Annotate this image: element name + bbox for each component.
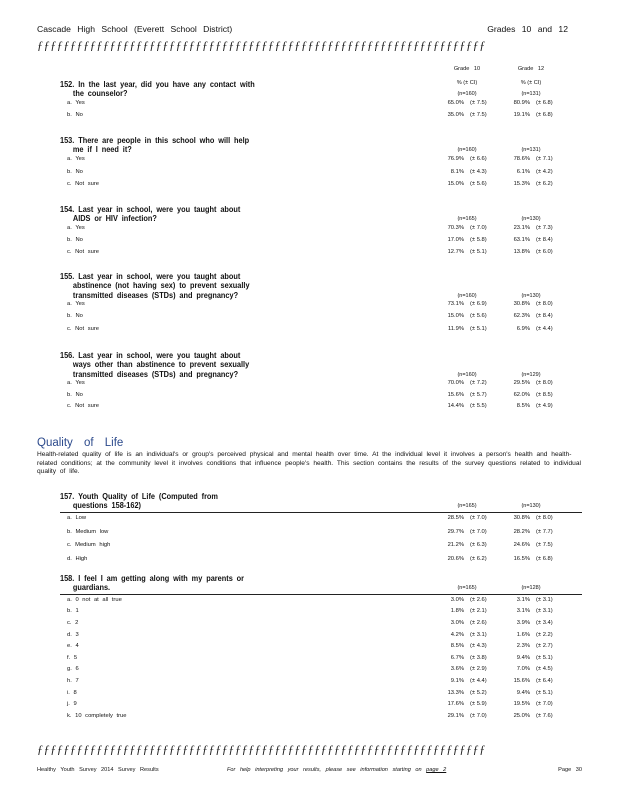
sample-size: (n=128) bbox=[521, 585, 541, 592]
grade12-ci: (± 2.7) bbox=[536, 643, 553, 650]
grade10-percent: 73.1% bbox=[447, 301, 464, 308]
response-row bbox=[0, 112, 618, 122]
question-title-line: 152. In the last year, did you have any contact with bbox=[60, 80, 255, 89]
grade12-percent: 30.8% bbox=[513, 301, 530, 308]
response-row bbox=[0, 690, 618, 700]
grade10-ci: (± 7.5) bbox=[470, 112, 487, 118]
grade12-ci: (± 8.0) bbox=[536, 380, 553, 387]
question-title-line: guardians. bbox=[72, 583, 111, 593]
grade10-percent: 4.2% bbox=[450, 631, 464, 638]
question-title bbox=[60, 205, 240, 224]
grade10-percent: 12.7% bbox=[447, 249, 464, 256]
grade12-percent: 15.3% bbox=[513, 181, 530, 188]
response-label: h. 7 bbox=[67, 678, 79, 684]
question-title-line: transmitted diseases (STDs) and pregnancy? bbox=[72, 369, 239, 379]
response-row bbox=[0, 225, 618, 235]
response-label: c. Not sure bbox=[67, 403, 100, 410]
grade12-percent: 28.2% bbox=[513, 528, 530, 535]
response-row bbox=[0, 608, 618, 618]
response-label: i. 8 bbox=[67, 689, 77, 696]
response-label: b. Medium low bbox=[67, 528, 109, 535]
grade12-ci: (± 6.8) bbox=[536, 112, 553, 118]
response-row bbox=[0, 392, 618, 402]
grade10-ci: (± 2.6) bbox=[470, 596, 487, 603]
grade12-ci: (± 2.2) bbox=[536, 631, 553, 638]
sample-size: (n=165) bbox=[457, 503, 477, 510]
grade10-percent: 29.1% bbox=[447, 712, 464, 719]
question-underline bbox=[60, 594, 582, 595]
response-row bbox=[0, 156, 618, 166]
footer-survey-label: Healthy Youth Survey 2014 Survey Results bbox=[37, 767, 159, 773]
grade10-ci: (± 7.0) bbox=[470, 712, 487, 719]
response-label: b. No bbox=[67, 391, 83, 398]
response-row bbox=[0, 169, 618, 179]
grade10-percent: 8.5% bbox=[450, 643, 464, 650]
grade10-percent: 15.6% bbox=[447, 391, 464, 398]
column-header-grade12 bbox=[506, 66, 556, 87]
question-title-line: 153. There are people in this school who will help bbox=[60, 136, 250, 145]
grade10-percent: 76.9% bbox=[447, 155, 464, 162]
grade12-percent: 23.1% bbox=[513, 224, 530, 231]
sample-size: (n=160) bbox=[457, 91, 477, 98]
grade12-ci: (± 3.4) bbox=[536, 620, 553, 626]
response-row bbox=[0, 632, 618, 642]
sample-size: (n=131) bbox=[521, 91, 541, 98]
page-header-school: Cascade High School (Everett School District) bbox=[37, 24, 233, 34]
question-title bbox=[60, 272, 250, 300]
sample-size: (n=130) bbox=[521, 503, 541, 510]
grade12-percent: 8.5% bbox=[516, 403, 530, 410]
question-title-line: 157. Youth Quality of Life (Computed from bbox=[60, 492, 218, 501]
grade10-percent: 70.0% bbox=[447, 380, 464, 387]
grade10-ci: (± 5.7) bbox=[470, 391, 487, 398]
question-title bbox=[60, 351, 249, 379]
sample-size: (n=130) bbox=[521, 216, 541, 223]
question-title-line: transmitted diseases (STDs) and pregnancy? bbox=[72, 290, 239, 300]
grade10-ci: (± 7.5) bbox=[470, 99, 487, 106]
grade12-ci: (± 7.3) bbox=[536, 224, 553, 231]
response-label: f. 5 bbox=[67, 654, 78, 661]
grade10-ci: (± 3.1) bbox=[470, 631, 487, 638]
response-label: c. Not sure bbox=[67, 325, 100, 332]
grade10-ci: (± 5.5) bbox=[470, 403, 487, 410]
response-row bbox=[0, 713, 618, 723]
grade10-ci: (± 6.2) bbox=[470, 556, 487, 563]
response-label: d. 3 bbox=[67, 631, 79, 638]
sample-size: (n=160) bbox=[457, 292, 477, 299]
grade10-ci: (± 4.4) bbox=[470, 678, 487, 684]
response-row bbox=[0, 181, 618, 191]
response-row bbox=[0, 249, 618, 259]
question-title-line: the counselor? bbox=[72, 89, 128, 99]
response-label: b. No bbox=[67, 313, 83, 320]
response-label: e. 4 bbox=[67, 643, 79, 650]
grade12-ci: (± 7.7) bbox=[536, 528, 553, 535]
grade12-ci: (± 6.2) bbox=[536, 181, 553, 188]
grade12-ci: (± 5.1) bbox=[536, 654, 553, 661]
grade10-ci: (± 2.9) bbox=[470, 666, 487, 673]
response-label: a. 0 not at all true bbox=[67, 596, 122, 603]
grade12-ci: (± 8.5) bbox=[536, 391, 553, 398]
section-intro-text: Health-related quality of life is an individual's or group's perceived physical and mental health over time. At the individual level it involves a person's health and health-related conditions; at the community level it involves conditions that influence people's health. This section contains the results of the survey questions related to individual quality of life. bbox=[37, 451, 581, 476]
response-row bbox=[0, 643, 618, 653]
response-row bbox=[0, 237, 618, 247]
sample-size: (n=131) bbox=[521, 147, 541, 154]
grade12-ci: (± 7.0) bbox=[536, 701, 553, 708]
response-label: b. No bbox=[67, 112, 83, 118]
response-label: c. 2 bbox=[67, 620, 79, 626]
decorative-rule-top: ƒƒƒƒƒƒƒƒƒƒƒƒƒƒƒƒƒƒƒƒƒƒƒƒƒƒƒƒƒƒƒƒƒƒƒƒƒƒƒƒƒƒƒƒƒƒƒƒƒƒƒƒƒƒƒƒƒƒƒƒƒƒƒƒƒƒƒƒ bbox=[37, 38, 486, 52]
response-row bbox=[0, 542, 618, 552]
question-title-line: 155. Last year in school, were you taught about bbox=[60, 272, 241, 281]
grade12-percent: 9.4% bbox=[516, 689, 530, 696]
footer-page-number: Page 30 bbox=[558, 767, 582, 773]
grade12-percent: 62.3% bbox=[513, 313, 530, 320]
grade10-percent: 15.0% bbox=[447, 313, 464, 320]
response-label: b. No bbox=[67, 237, 83, 243]
response-row bbox=[0, 655, 618, 665]
grade10-percent: 1.8% bbox=[450, 608, 464, 615]
question-title-line: 158. I feel I am getting along with my parents or bbox=[60, 574, 245, 583]
grade10-ci: (± 5.2) bbox=[470, 689, 487, 696]
grade12-ci: (± 8.4) bbox=[536, 237, 553, 243]
response-row bbox=[0, 100, 618, 110]
grade12-ci: (± 4.2) bbox=[536, 168, 553, 175]
grade12-ci: (± 4.9) bbox=[536, 403, 553, 410]
response-label: c. Medium high bbox=[67, 542, 111, 549]
question-underline bbox=[60, 512, 582, 513]
grade10-percent: 8.1% bbox=[450, 168, 464, 175]
question-title bbox=[60, 574, 244, 593]
grade12-percent: 24.6% bbox=[513, 542, 530, 549]
question-title-line: questions 158-162) bbox=[72, 501, 141, 511]
column-header-grade10 bbox=[442, 66, 492, 87]
grade10-ci: (± 4.3) bbox=[470, 168, 487, 175]
grade12-ci: (± 6.4) bbox=[536, 678, 553, 684]
column-sub-label: % (± CI) bbox=[520, 80, 542, 86]
question-title-line: AIDS or HIV infection? bbox=[72, 214, 157, 224]
grade10-ci: (± 5.1) bbox=[470, 325, 487, 332]
grade10-ci: (± 6.3) bbox=[470, 542, 487, 549]
grade12-percent: 2.3% bbox=[516, 643, 530, 650]
response-row bbox=[0, 380, 618, 390]
grade12-percent: 9.4% bbox=[516, 654, 530, 661]
response-label: c. Not sure bbox=[67, 249, 100, 256]
grade12-percent: 3.9% bbox=[516, 620, 530, 626]
grade10-percent: 70.3% bbox=[447, 224, 464, 231]
response-label: a. Yes bbox=[67, 224, 85, 231]
grade12-percent: 29.5% bbox=[513, 380, 530, 387]
grade12-percent: 3.1% bbox=[516, 596, 530, 603]
response-label: j. 9 bbox=[67, 701, 77, 708]
grade10-percent: 17.0% bbox=[447, 237, 464, 243]
grade12-ci: (± 5.1) bbox=[536, 689, 553, 696]
column-sub-label: % (± CI) bbox=[456, 80, 478, 86]
grade10-ci: (± 7.0) bbox=[470, 528, 487, 535]
response-row bbox=[0, 666, 618, 676]
footer-help-text bbox=[227, 767, 446, 773]
grade12-ci: (± 6.8) bbox=[536, 99, 553, 106]
grade10-ci: (± 5.1) bbox=[470, 249, 487, 256]
grade10-percent: 14.4% bbox=[447, 403, 464, 410]
section-title-quality-of-life: Quality of Life bbox=[37, 437, 124, 449]
sample-size: (n=165) bbox=[457, 216, 477, 223]
grade10-ci: (± 2.1) bbox=[470, 608, 487, 615]
grade10-ci: (± 3.8) bbox=[470, 654, 487, 661]
grade12-ci: (± 8.0) bbox=[536, 301, 553, 308]
grade10-percent: 20.6% bbox=[447, 556, 464, 563]
grade12-percent: 80.9% bbox=[513, 99, 530, 106]
column-grade-label: Grade 10 bbox=[453, 66, 481, 72]
grade12-percent: 3.1% bbox=[516, 608, 530, 615]
sample-size: (n=160) bbox=[457, 147, 477, 154]
grade12-percent: 16.5% bbox=[513, 556, 530, 563]
response-label: g. 6 bbox=[67, 666, 79, 673]
response-row bbox=[0, 301, 618, 311]
sample-size: (n=165) bbox=[457, 585, 477, 592]
sample-size: (n=160) bbox=[457, 371, 477, 378]
response-label: k. 10 completely true bbox=[67, 712, 127, 719]
sample-size: (n=130) bbox=[521, 292, 541, 299]
grade10-ci: (± 7.0) bbox=[470, 514, 487, 521]
grade10-percent: 28.5% bbox=[447, 514, 464, 521]
grade12-percent: 15.6% bbox=[513, 678, 530, 684]
question-title bbox=[60, 492, 218, 511]
response-label: b. No bbox=[67, 168, 83, 175]
question-title-line: 154. Last year in school, were you taught about bbox=[60, 205, 241, 214]
footer-page-link[interactable]: page 2 bbox=[426, 767, 447, 773]
grade10-percent: 6.7% bbox=[450, 654, 464, 661]
response-row bbox=[0, 326, 618, 336]
page-header-grades: Grades 10 and 12 bbox=[487, 24, 568, 34]
grade10-ci: (± 5.6) bbox=[470, 181, 487, 188]
grade10-ci: (± 6.9) bbox=[470, 301, 487, 308]
response-label: b. 1 bbox=[67, 608, 79, 615]
grade10-ci: (± 2.6) bbox=[470, 620, 487, 626]
grade12-percent: 25.0% bbox=[513, 712, 530, 719]
question-title-line: me if I need it? bbox=[72, 145, 132, 155]
response-row bbox=[0, 403, 618, 413]
grade10-ci: (± 5.9) bbox=[470, 701, 487, 708]
footer-help-sentence: For help interpreting your results, please see information starting on bbox=[227, 767, 422, 773]
grade10-ci: (± 6.6) bbox=[470, 155, 487, 162]
grade12-ci: (± 7.5) bbox=[536, 542, 553, 549]
grade12-ci: (± 4.4) bbox=[536, 325, 553, 332]
grade10-percent: 11.9% bbox=[447, 325, 464, 332]
question-title-line: 156. Last year in school, were you taught about bbox=[60, 351, 241, 360]
question-title bbox=[60, 136, 249, 155]
grade12-percent: 19.5% bbox=[513, 701, 530, 708]
response-label: d. High bbox=[67, 556, 88, 563]
grade12-ci: (± 4.5) bbox=[536, 666, 553, 673]
response-label: a. Yes bbox=[67, 99, 85, 106]
response-label: a. Yes bbox=[67, 155, 85, 162]
question-title-line: abstinence (not having sex) to prevent sexually bbox=[72, 281, 250, 291]
grade12-ci: (± 7.6) bbox=[536, 712, 553, 719]
grade12-ci: (± 3.1) bbox=[536, 608, 553, 615]
grade12-ci: (± 6.0) bbox=[536, 249, 553, 256]
grade12-percent: 30.8% bbox=[513, 514, 530, 521]
grade12-percent: 1.6% bbox=[516, 631, 530, 638]
response-row bbox=[0, 701, 618, 711]
grade10-percent: 3.0% bbox=[450, 620, 464, 626]
grade12-percent: 7.0% bbox=[516, 666, 530, 673]
grade12-percent: 78.6% bbox=[513, 155, 530, 162]
grade10-percent: 65.0% bbox=[447, 99, 464, 106]
grade12-percent: 19.1% bbox=[513, 112, 530, 118]
grade12-percent: 13.8% bbox=[513, 249, 530, 256]
grade12-ci: (± 8.0) bbox=[536, 514, 553, 521]
grade10-ci: (± 5.6) bbox=[470, 313, 487, 320]
grade10-percent: 3.6% bbox=[450, 666, 464, 673]
response-label: a. Low bbox=[67, 514, 87, 521]
grade12-ci: (± 3.1) bbox=[536, 596, 553, 603]
response-row bbox=[0, 620, 618, 630]
grade10-percent: 29.7% bbox=[447, 528, 464, 535]
grade12-percent: 6.9% bbox=[516, 325, 530, 332]
column-grade-label: Grade 12 bbox=[517, 66, 545, 72]
grade10-percent: 9.1% bbox=[450, 678, 464, 684]
grade10-percent: 35.0% bbox=[447, 112, 464, 118]
response-row bbox=[0, 678, 618, 688]
response-row bbox=[0, 515, 618, 525]
response-row bbox=[0, 529, 618, 539]
grade10-ci: (± 7.0) bbox=[470, 224, 487, 231]
grade12-ci: (± 8.4) bbox=[536, 313, 553, 320]
question-title bbox=[60, 80, 255, 99]
sample-size: (n=129) bbox=[521, 371, 541, 378]
response-label: c. Not sure bbox=[67, 181, 100, 188]
grade10-percent: 13.3% bbox=[447, 689, 464, 696]
grade12-percent: 63.1% bbox=[513, 237, 530, 243]
grade10-percent: 21.2% bbox=[447, 542, 464, 549]
grade12-ci: (± 7.1) bbox=[536, 155, 553, 162]
response-label: a. Yes bbox=[67, 380, 85, 387]
grade10-percent: 3.0% bbox=[450, 596, 464, 603]
grade10-percent: 17.6% bbox=[447, 701, 464, 708]
grade12-ci: (± 6.8) bbox=[536, 556, 553, 563]
question-title-line: ways other than abstinence to prevent sexually bbox=[72, 360, 250, 370]
grade12-percent: 6.1% bbox=[516, 168, 530, 175]
grade10-ci: (± 5.8) bbox=[470, 237, 487, 243]
response-row bbox=[0, 597, 618, 607]
grade10-ci: (± 7.2) bbox=[470, 380, 487, 387]
response-row bbox=[0, 556, 618, 566]
response-row bbox=[0, 313, 618, 323]
response-label: a. Yes bbox=[67, 301, 85, 308]
grade10-percent: 15.0% bbox=[447, 181, 464, 188]
grade12-percent: 62.0% bbox=[513, 391, 530, 398]
decorative-rule-bottom: ƒƒƒƒƒƒƒƒƒƒƒƒƒƒƒƒƒƒƒƒƒƒƒƒƒƒƒƒƒƒƒƒƒƒƒƒƒƒƒƒƒƒƒƒƒƒƒƒƒƒƒƒƒƒƒƒƒƒƒƒƒƒƒƒƒƒƒƒ bbox=[37, 742, 486, 756]
grade10-ci: (± 4.3) bbox=[470, 643, 487, 650]
